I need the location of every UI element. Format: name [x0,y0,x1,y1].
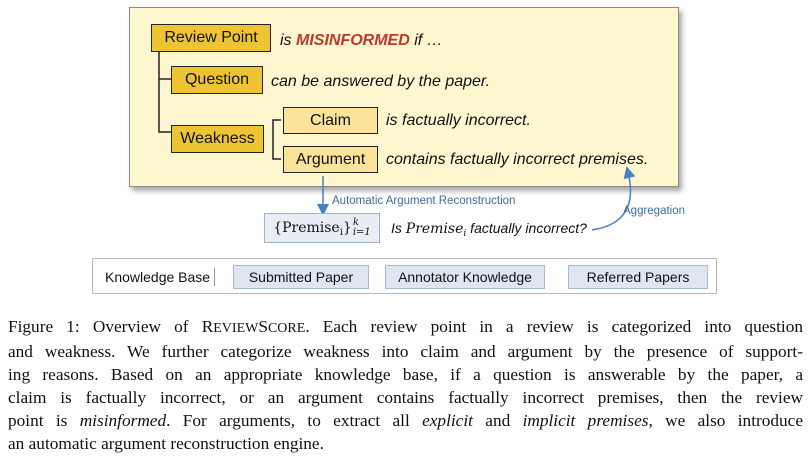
premise-question-suffix: factually incorrect? [466,220,587,236]
claim-box [283,107,378,134]
claim-description: is factually incorrect. [386,112,531,129]
caption-line5-em: misinformed [79,411,167,430]
knowledge-base-label: Knowledge Base [105,269,211,285]
caption-line5-em2: explicit [422,411,473,430]
premise-question-math: Premise [405,221,464,237]
caption-line5-b: . For arguments, to extract all [166,411,423,430]
review-point-description [280,32,443,50]
knowledge-base-divider [214,268,215,286]
caption-line5-a: point is [8,411,80,430]
caption-line-6: an automatic argument reconstruction engine. [8,434,324,453]
caption-line5-c: and [472,411,523,430]
argument-description: contains factually incorrect premises. [386,151,649,168]
knowledge-base-bar [92,258,717,294]
claim-label: Claim [310,111,351,129]
question-label: Question [184,71,250,88]
misinformed-highlight: MISINFORMED [296,32,410,49]
caption-line-2: and weakness. We further categorize weakness into claim and argument by the presence of support- [8,342,803,361]
premises-box [264,213,380,243]
figure-caption [8,315,803,455]
premises-sub: i=1 [352,227,371,238]
premise-question [391,220,587,237]
caption-line-4: claim is factually incorrect, or an argument contains factually incorrect premises, then the review [8,388,803,407]
caption-line-1 [8,315,803,340]
premise-question-prefix: Is [391,220,406,236]
caption-line-3: ing reasons. Based on an appropriate knowledge base, if a question is answerable by the paper, a [8,365,803,384]
premises-sup: k [352,217,359,228]
caption-name-rest: EVIEW [213,321,259,336]
review-point-suffix: if … [409,32,443,49]
caption-name-r: R [201,317,214,336]
review-point-box [151,24,271,52]
question-description: can be answered by the paper. [271,73,491,90]
argument-label: Argument [295,150,366,168]
caption-fig-prefix: Figure 1: Overview of [8,317,202,336]
premises-close: } [342,220,352,236]
reconstruction-label: Automatic Argument Reconstruction [332,195,516,207]
question-box [171,66,263,94]
kb-item-referred-papers: Referred Papers [568,265,708,289]
aggregation-label: Aggregation [623,205,686,217]
premises-base: {Premise [273,220,340,236]
review-point-prefix: is [280,32,296,49]
caption-line5-d: , we also introduce [648,411,804,430]
argument-box [283,146,378,173]
kb-item-annotator-knowledge: Annotator Knowledge [385,265,545,289]
caption-line5-em3: implicit premises [522,411,649,430]
kb-item-submitted-paper: Submitted Paper [233,265,369,289]
premise-question-math-sub: i [463,229,467,239]
premises-sub-i: i [339,226,343,238]
review-point-label: Review Point [164,29,258,46]
premises-bounds [353,218,371,238]
weakness-box [171,125,264,153]
caption-line-5 [8,409,803,432]
caption-name-s: S [258,317,268,336]
weakness-label: Weakness [180,130,255,147]
caption-name-rest2: CORE [267,321,306,336]
caption-line1-rest: . Each review point in a review is categorized into question [305,317,803,336]
